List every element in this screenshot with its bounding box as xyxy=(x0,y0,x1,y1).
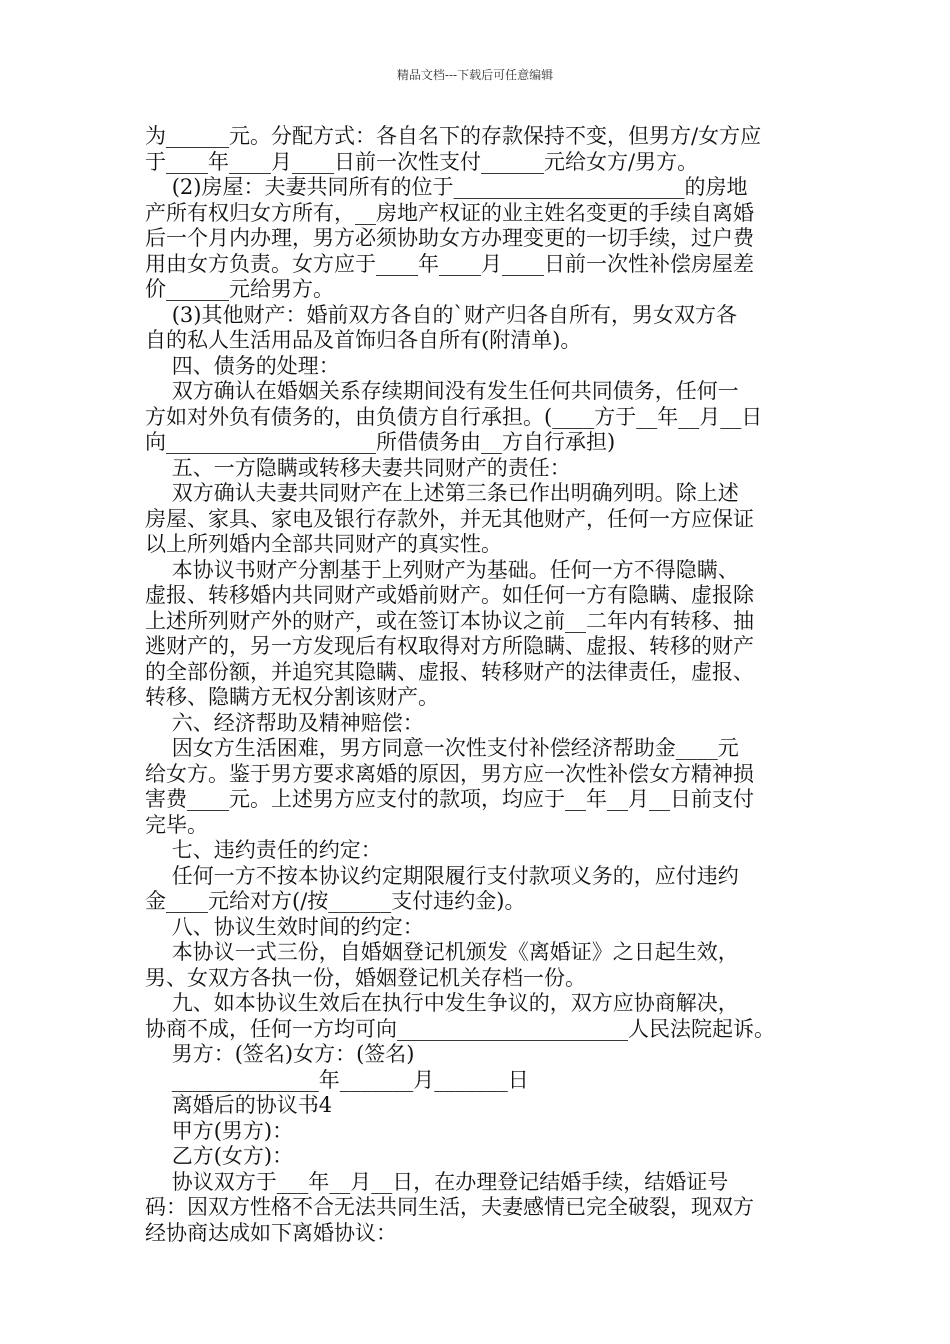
text-line: 害费____元。上述男方应支付的款项，均应于__年__月__日前支付 xyxy=(145,787,754,811)
text-line: 上述所列财产外的财产，或在签订本协议之前__二年内有转移、抽 xyxy=(145,608,754,633)
text-line: 向____________________所借债务由__方自行承担) xyxy=(145,430,616,454)
text-line: 给女方。鉴于男方要求离婚的原因，男方应一次性补偿女方精神损 xyxy=(145,761,754,786)
text-line: 后一个月内办理，男方必须协助女方办理变更的一切手续，过户费 xyxy=(145,226,754,250)
date-line: ______________年_______月_______日 xyxy=(145,1067,529,1092)
text-line: 金____元给对方(/按______支付违约金)。 xyxy=(145,889,526,913)
text-line: 虚报、转移婚内共同财产或婚前财产。如任何一方有隐瞒、虚报除 xyxy=(145,583,754,607)
section-heading: 五、一方隐瞒或转移夫妻共同财产的责任： xyxy=(145,455,571,480)
text-line: 双方确认在婚姻关系存续期间没有发生任何共同债务，任何一 xyxy=(145,379,739,403)
text-line: 用由女方负责。女方应于____年____月____日前一次性补偿房屋差 xyxy=(145,251,754,276)
text-line: 逃财产的，另一方发现后有权取得对方所隐瞒、虚报、转移的财产 xyxy=(145,634,754,658)
party-a-line: 甲方(男方)： xyxy=(145,1118,294,1143)
text-line: 码：因双方性格不合无法共同生活，夫妻感情已完全破裂，现双方 xyxy=(145,1195,754,1219)
text-line: 任何一方不按本协议约定期限履行支付款项义务的，应付违约 xyxy=(145,863,739,888)
text-line: 于____年____月____日前一次性支付______元给女方/男方。 xyxy=(145,149,699,174)
document-body xyxy=(145,124,815,1246)
text-line: 男、女双方各执一份，婚姻登记机关存档一份。 xyxy=(145,965,586,990)
text-line: (2)房屋：夫妻共同所有的位于______________________的房地 xyxy=(145,175,748,199)
text-line: 完毕。 xyxy=(145,812,208,837)
text-line: 经协商达成如下离婚协议： xyxy=(145,1220,397,1245)
text-line: 双方确认夫妻共同财产在上述第三条已作出明确列明。除上述 xyxy=(145,481,739,505)
section-heading: 四、债务的处理： xyxy=(145,353,340,378)
text-line: 九、如本协议生效后在执行中发生争议的，双方应协商解决， xyxy=(145,991,739,1015)
section-heading: 八、协议生效时间的约定： xyxy=(145,914,424,939)
text-line: 转移、隐瞒方无权分割该财产。 xyxy=(145,685,439,709)
text-line: 自的私人生活用品及首饰归各自所有(附清单)。 xyxy=(145,328,582,352)
text-line: 的全部份额，并追究其隐瞒、虚报、转移财产的法律责任，虚报、 xyxy=(145,659,754,684)
signature-line: 男方：(签名)女方：(签名) xyxy=(145,1042,415,1066)
text-line: 本协议一式三份，自婚姻登记机颁发《离婚证》之日起生效， xyxy=(145,940,739,964)
text-line: 以上所列婚内全部共同财产的真实性。 xyxy=(145,532,502,556)
text-line: 为______元。分配方式：各自名下的存款保持不变，但男方/女方应 xyxy=(145,124,762,148)
party-b-line: 乙方(女方)： xyxy=(145,1144,294,1168)
text-line: 房屋、家具、家电及银行存款外，并无其他财产，任何一方应保证 xyxy=(145,506,754,531)
section-heading: 六、经济帮助及精神赔偿： xyxy=(145,710,424,735)
text-line: 因女方生活困难，男方同意一次性支付补偿经济帮助金____元 xyxy=(145,736,739,760)
text-line: 价______元给男方。 xyxy=(145,277,334,301)
text-line: 协商不成，任何一方均可向______________________人民法院起诉。 xyxy=(145,1016,775,1041)
section-heading: 七、违约责任的约定： xyxy=(145,838,382,862)
page-header: 精品文档---下载后可任意编辑 xyxy=(396,68,554,82)
text-line: 本协议书财产分割基于上列财产为基础。任何一方不得隐瞒、 xyxy=(145,557,739,582)
text-line: 产所有权归女方所有，__房地产权证的业主姓名变更的手续自离婚 xyxy=(145,200,754,225)
text-line: (3)其他财产：婚前双方各自的`财产归各自所有，男女双方各 xyxy=(145,302,737,327)
text-line: 方如对外负有债务的，由负债方自行承担。(____方于__年__月__日 xyxy=(145,404,763,429)
document-title: 离婚后的协议书4 xyxy=(145,1093,333,1117)
text-line: 协议双方于___年__月__日，在办理登记结婚手续，结婚证号 xyxy=(145,1169,729,1194)
